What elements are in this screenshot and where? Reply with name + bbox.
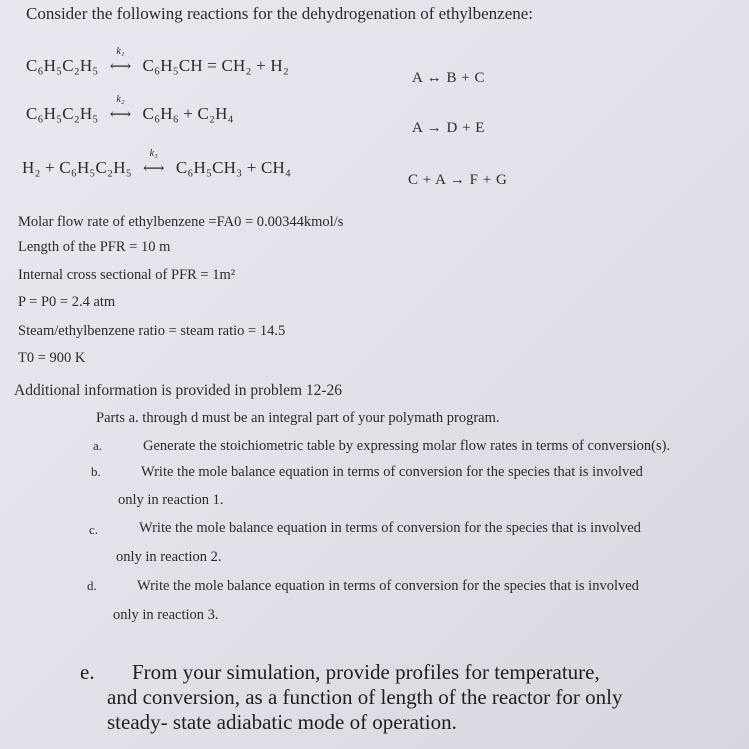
reaction-1-shorthand: A ↔ B + C <box>412 70 485 86</box>
part-b-text: Write the mole balance equation in terms of conversion for the species that is involved <box>141 464 643 480</box>
reaction-3-products: C₆H₅CH₃ + CH₄ <box>175 158 292 177</box>
part-e-text-line3: steady- state adiabatic mode of operation. <box>107 710 457 734</box>
part-e-label: e. <box>80 660 95 684</box>
rate-constant-k1: k₁ <box>116 46 125 57</box>
part-c-text: Write the mole balance equation in terms of conversion for the species that is involved <box>139 520 641 536</box>
reaction-2-reactants: C₆H₅C₂H₅ <box>26 104 99 123</box>
reaction-2-shorthand: A → D + E <box>412 120 485 136</box>
problem-intro: Consider the following reactions for the dehydrogenation of ethylbenzene: <box>26 4 534 23</box>
part-a-text: Generate the stoichiometric table by expressing molar flow rates in terms of conversion(s). <box>143 438 671 454</box>
part-d-label: d. <box>87 578 97 593</box>
part-d-text-cont: only in reaction 3. <box>113 607 219 623</box>
param-cross-section: Internal cross sectional of PFR = 1m² <box>18 267 236 283</box>
part-d-text: Write the mole balance equation in terms of conversion for the species that is involved <box>137 578 639 594</box>
part-e-text-line1: From your simulation, provide profiles for temperature, <box>132 660 600 684</box>
reaction-2-products: C₆H₆ + C₂H₄ <box>142 104 234 123</box>
reaction-3-shorthand: C + A → F + G <box>408 172 508 188</box>
equilibrium-arrow-icon: k₁ ⟷ <box>99 57 143 76</box>
param-steam-ratio: Steam/ethylbenzene ratio = steam ratio = 14.5 <box>18 323 286 339</box>
reaction-1-products: C₆H₅CH = CH₂ + H₂ <box>142 56 289 75</box>
equilibrium-arrow-icon: k₂ ⟷ <box>99 105 143 124</box>
rate-constant-k2: k₂ <box>116 94 125 105</box>
additional-info: Additional information is provided in problem 12-26 <box>14 382 343 399</box>
part-b-label: b. <box>91 464 101 479</box>
param-pressure: P = P0 = 2.4 atm <box>18 294 116 310</box>
equilibrium-arrow-icon: k₃ ⟷ <box>132 159 176 178</box>
part-c-text-cont: only in reaction 2. <box>116 549 222 565</box>
reaction-1-reactants: C₆H₅C₂H₅ <box>26 56 99 75</box>
reaction-2 <box>26 94 234 124</box>
parts-intro: Parts a. through d must be an integral part of your polymath program. <box>96 410 500 426</box>
reaction-3-reactants: H₂ + C₆H₅C₂H₅ <box>22 158 132 177</box>
rate-constant-k3: k₃ <box>149 148 158 159</box>
param-temperature: T0 = 900 K <box>18 350 86 366</box>
param-molar-flow: Molar flow rate of ethylbenzene =FA0 = 0.00344kmol/s <box>18 214 344 230</box>
part-b-text-cont: only in reaction 1. <box>118 492 224 508</box>
part-c-label: c. <box>89 522 99 537</box>
param-length: Length of the PFR = 10 m <box>18 239 171 255</box>
reaction-1 <box>26 46 289 76</box>
reaction-3 <box>22 148 292 178</box>
part-e-text-line2: and conversion, as a function of length of the reactor for only <box>107 685 623 709</box>
part-a-label: a. <box>93 438 103 453</box>
